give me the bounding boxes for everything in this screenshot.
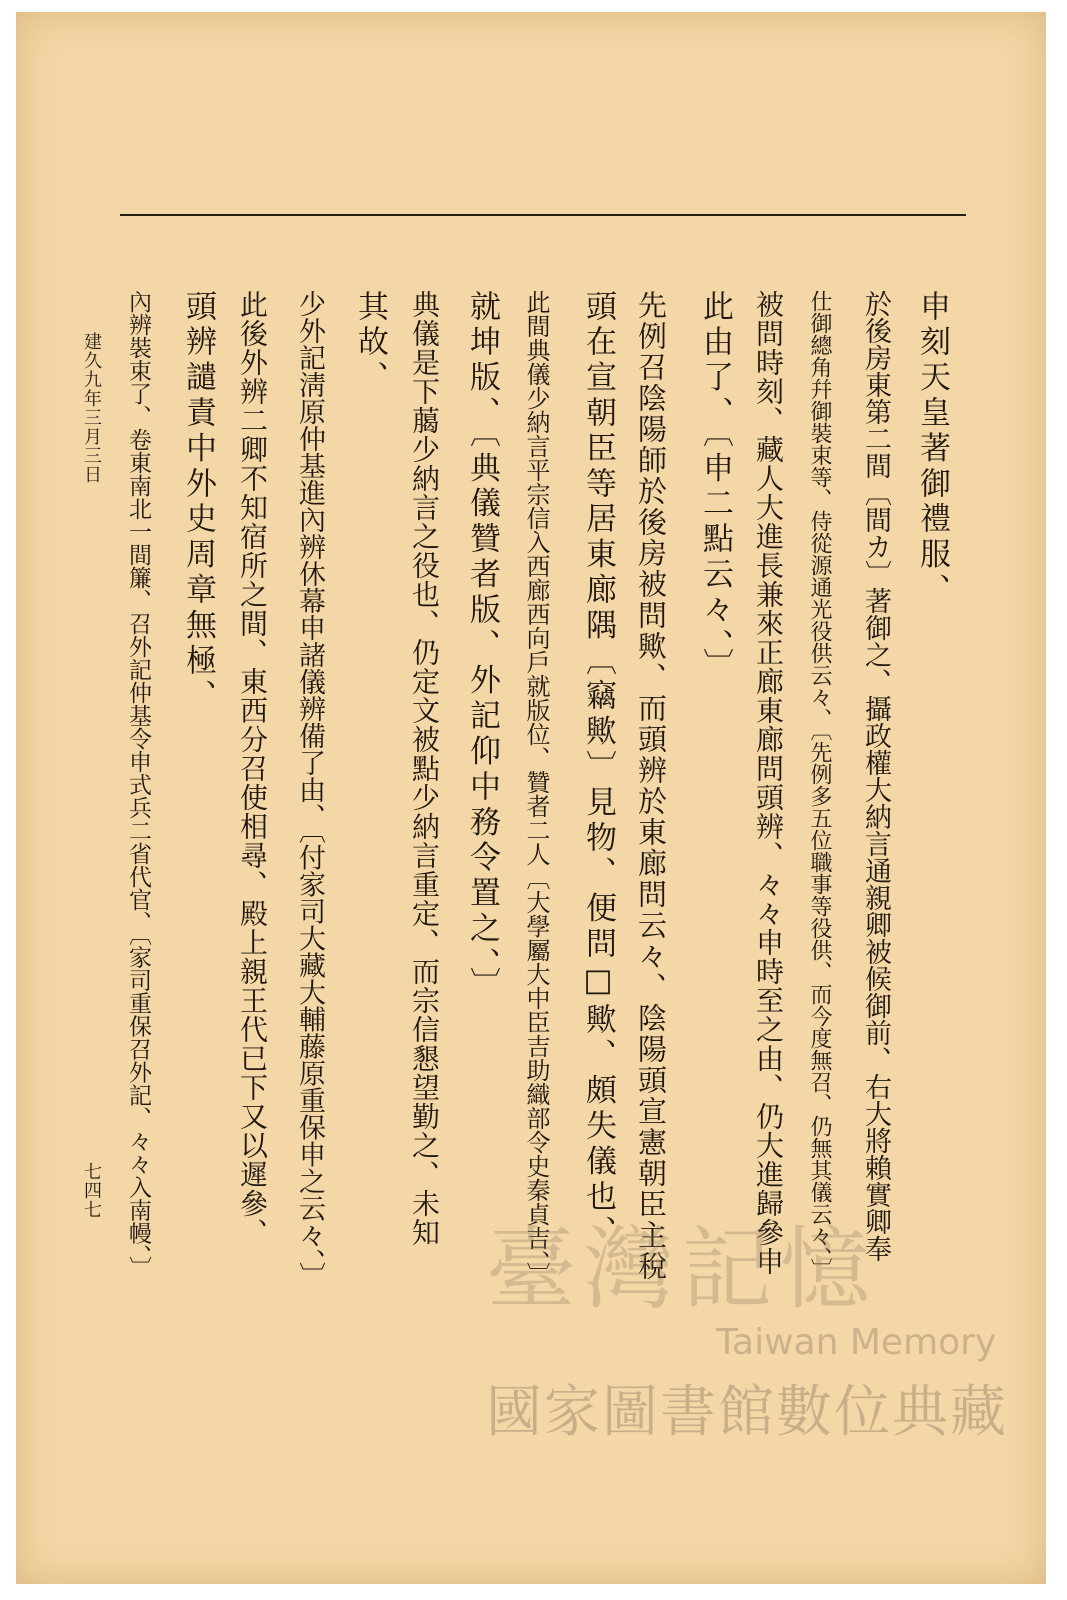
text-line-13: 此後外辨二卿不知宿所之間、東西分召使相尋、殿上親王代已下又以遲參、 xyxy=(236,290,269,1247)
text-line-11: 其故、 xyxy=(352,290,388,397)
watermark-english: Taiwan Memory xyxy=(716,1322,997,1363)
text-line-10: 典儀是下﨟少納言之役也、仍定文被點少納言重定、而宗信懇望勤之、未知 xyxy=(408,290,441,1247)
text-line-15: 內辨裝束了、卷東南北一間簾、召外記仲基令申式兵二省代官、〔家司重保召外記、々々入南幔、〕 xyxy=(125,290,151,1279)
page-number: 七四七 xyxy=(81,1162,102,1219)
text-line-4: 被問時刻、藏人大進長兼來正廊東廊問頭辨、々々申時至之由、仍大進歸參申 xyxy=(752,290,785,1276)
watermark-chinese: 臺灣記憶 xyxy=(486,1217,878,1322)
watermark-library: 國家圖書館數位典藏 xyxy=(486,1380,1008,1445)
text-line-9: 就坤版、〔典儀贊者版、外記仰中務令置之、〕 xyxy=(464,290,500,1003)
running-date: 建久九年三月三日 xyxy=(81,332,102,484)
text-line-3: 仕御總角幷御裝束等、侍從源通光役供云々、〔先例多五位職事等役供、而今度無召、仍無其儀云々、〕 xyxy=(807,290,832,1280)
text-line-7: 頭在宣朝臣等居東廊隅〔竊歟〕見物、便問□歟、頗失儀也、 xyxy=(580,290,616,1251)
text-line-14: 頭辨譴責中外史周章無極、 xyxy=(180,290,216,715)
text-line-2: 於後房東第二間〔間カ〕著御之、攝政權大納言通親卿被候御前、右大將賴實卿奉 xyxy=(860,290,891,1262)
text-line-5: 此由了、〔申二點云々、〕 xyxy=(697,290,733,684)
text-line-6: 先例召陰陽師於後房被問歟、而頭辨於東廊問云々、陰陽頭宣憲朝臣主稅 xyxy=(634,290,668,1282)
text-line-1: 申刻天皇著御禮服、 xyxy=(914,290,950,609)
horizontal-rule xyxy=(120,214,966,216)
text-line-8: 此間典儀少納言平宗信入西廊西向戶就版位、贊者二人〔大學屬大中臣吉助織部令史秦貞吉、〕 xyxy=(522,290,550,1286)
text-line-12: 少外記淸原仲基進內辨休幕申諸儀辨備了由、〔付家司大藏大輔藤原重保申之云々、〕 xyxy=(294,290,325,1289)
document-page xyxy=(16,12,1046,1584)
